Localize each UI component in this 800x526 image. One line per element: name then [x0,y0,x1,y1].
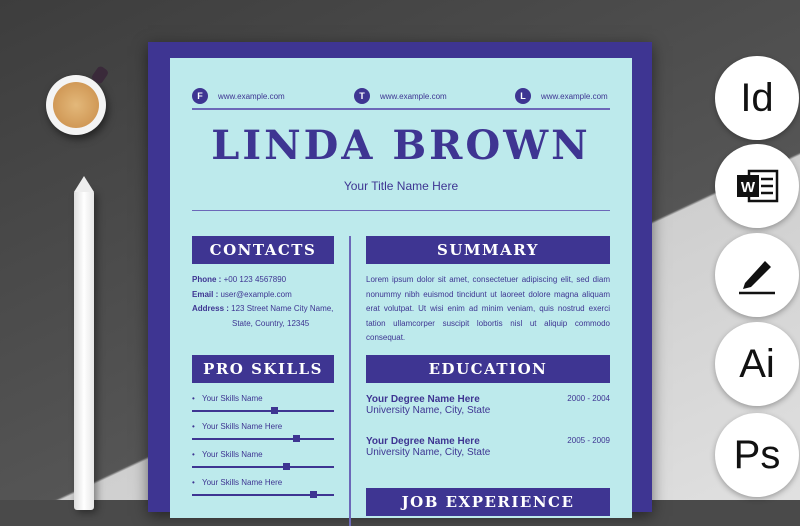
skill-level-bar [192,466,334,468]
experience-heading: JOB EXPERIENCE [366,488,610,516]
address-line2: State, Country, 12345 [232,318,310,328]
skill-item [192,450,334,468]
pen-icon [715,233,799,317]
school: University Name, City, State [366,447,491,458]
twitter-icon: T [354,88,370,104]
social-linkedin [515,88,608,104]
skill-item [192,478,334,496]
skill-name: • Your Skills Name [192,394,334,403]
skills-heading: PRO SKILLS [192,355,334,383]
resume-title: Your Title Name Here [343,179,459,193]
pencil-image [74,190,94,510]
degree: Your Degree Name Here [366,436,480,447]
word-icon [715,144,799,228]
years: 2005 - 2009 [567,436,610,445]
photoshop-icon: Ps [715,413,799,497]
skill-level-bar [192,438,334,440]
degree: Your Degree Name Here [366,394,480,405]
resume-name: LINDA BROWN [211,122,591,169]
divider [192,108,610,110]
contacts-block [192,273,342,331]
education-item [366,394,610,416]
skill-level-knob [283,463,290,470]
social-facebook [192,88,285,104]
social-url: www.example.com [380,91,447,101]
summary-heading: SUMMARY [366,236,610,264]
svg-text:W: W [740,179,756,196]
skill-name: • Your Skills Name [192,450,334,459]
school: University Name, City, State [366,405,491,416]
coffee-cup-image [46,75,106,135]
skill-level-bar [192,410,334,412]
skill-level-knob [271,407,278,414]
skill-item [192,422,334,440]
divider [192,210,610,211]
skill-name: • Your Skills Name Here [192,422,334,431]
summary-text: Lorem ipsum dolor sit amet, consectetuer adipiscing elit, sed diam nonummy nibh euismod tincidunt ut laoreet dolore magna aliquam erat volutpat. Ut wisi enim ad minim veniam, quis nostrud exerci tation ullamcorper suscipit lobortis nisl ut aliquip commodo consequat. [366,275,610,342]
indesign-icon: Id [715,56,799,140]
address-label: Address : [192,304,229,313]
address-line1: 123 Street Name City Name, [231,304,334,313]
skill-item [192,394,334,412]
skill-level-bar [192,494,334,496]
linkedin-icon: L [515,88,531,104]
education-heading: EDUCATION [366,355,610,383]
social-url: www.example.com [218,91,285,101]
social-twitter [354,88,447,104]
social-url: www.example.com [541,91,608,101]
phone-value: +00 123 4567890 [223,275,287,284]
email-label: Email : [192,289,219,299]
skill-level-knob [310,491,317,498]
email-value: user@example.com [220,289,292,299]
contacts-heading: CONTACTS [192,236,334,264]
illustrator-icon: Ai [715,322,799,406]
column-divider [349,236,351,526]
skill-name: • Your Skills Name Here [192,478,334,487]
education-item [366,436,610,458]
years: 2000 - 2004 [567,394,610,403]
facebook-icon: F [192,88,208,104]
resume-document [148,42,652,512]
phone-label: Phone : [192,275,222,284]
skill-level-knob [293,435,300,442]
